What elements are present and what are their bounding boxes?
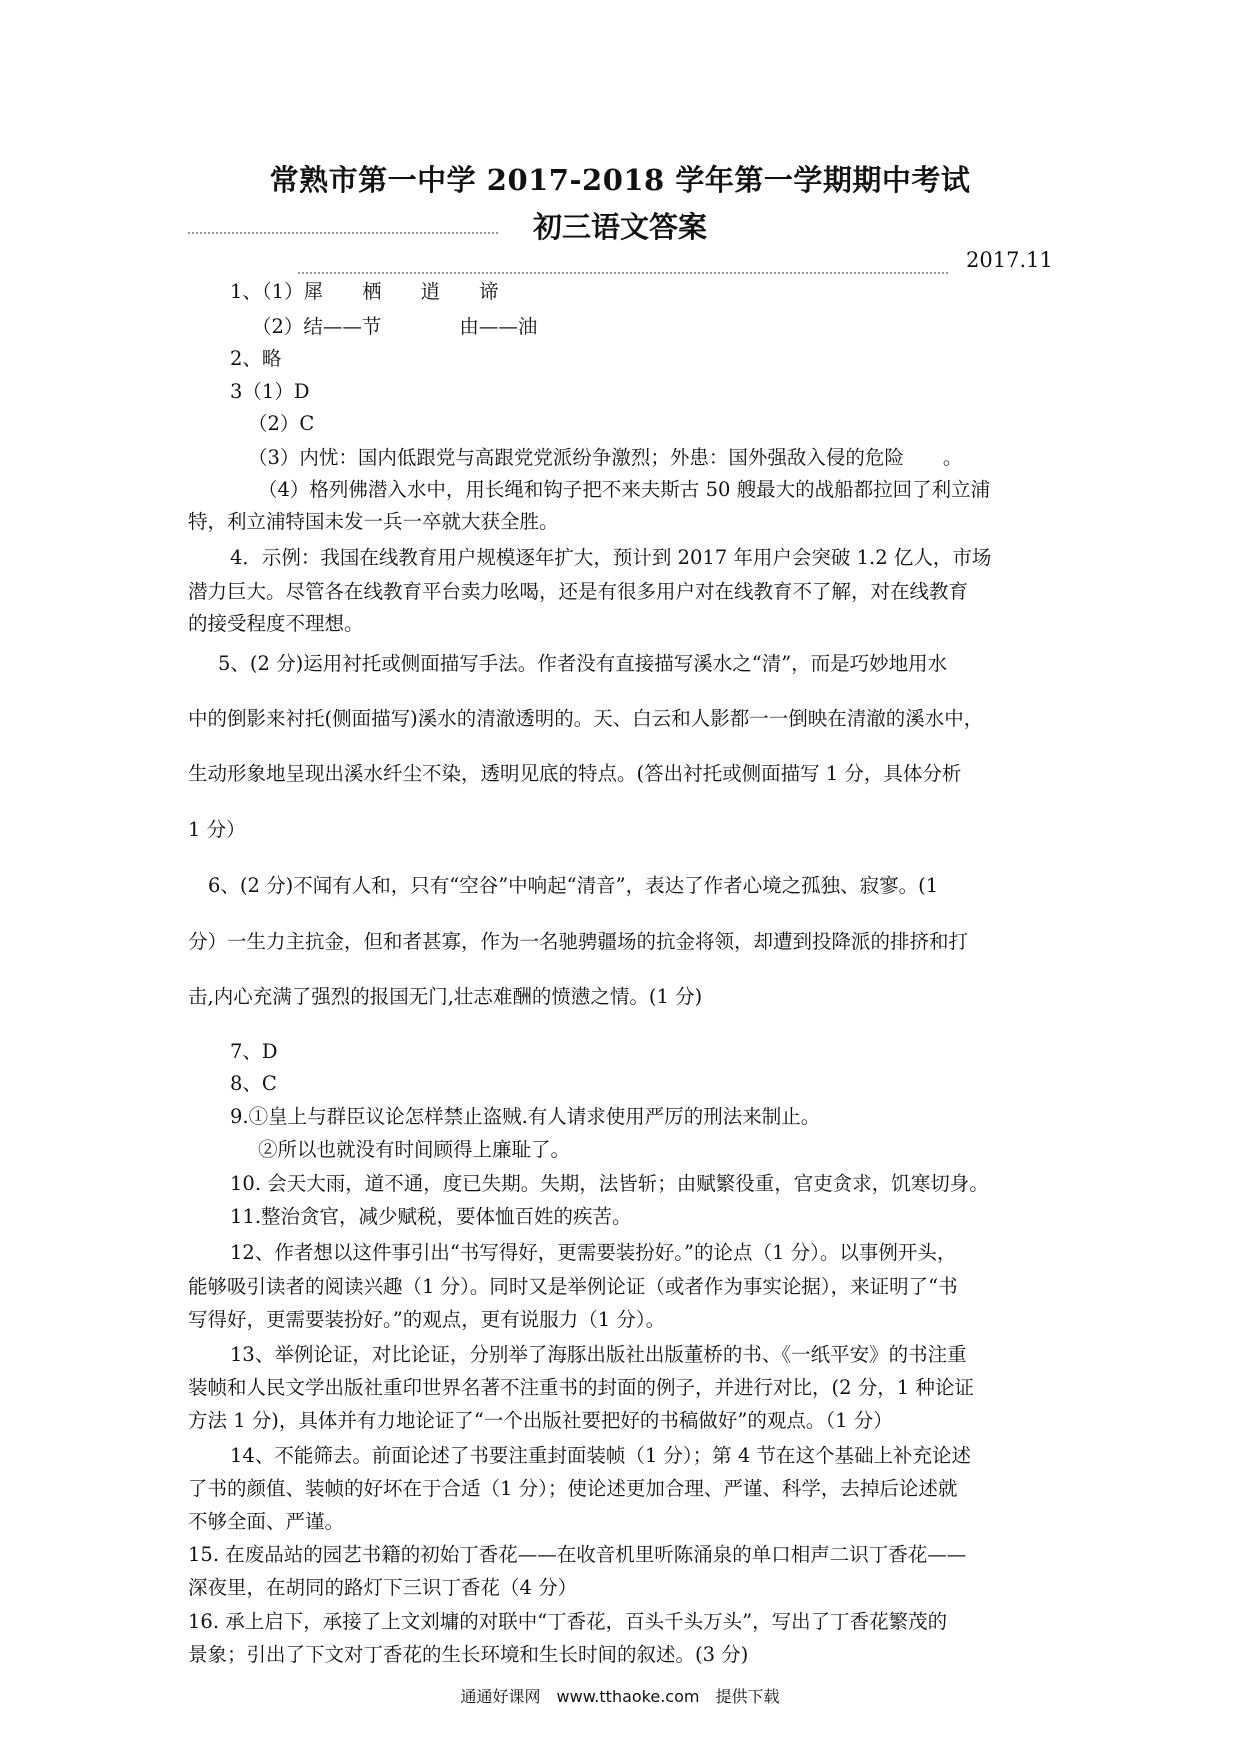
answer-line: 深夜里，在胡同的路灯下三识丁香花（4 分）: [188, 1576, 578, 1599]
answer-line: 中的倒影来衬托(侧面描写)溪水的清澈透明的。天、白云和人影都一一倒映在清澈的溪水中，: [188, 707, 984, 730]
answer-line: 4．示例：我国在线教育用户规模逐年扩大，预计到 2017 年用户会突破 1.2 亿人，市场: [230, 546, 992, 569]
answer-line: 了书的颜值、装帧的好坏在于合适（1 分）；使论述更加合理、严谨、科学，去掉后论述就: [188, 1477, 958, 1500]
answer-line: 写得好，更需要装扮好。”的观点，更有说服力（1 分）。: [188, 1308, 666, 1331]
answer-line: 11.整治贪官，减少赋税，要体恤百姓的疾苦。: [230, 1205, 632, 1228]
dotted-rule: [298, 272, 948, 276]
answer-line: 2、略: [230, 347, 282, 370]
answer-line: 12、作者想以这件事引出“书写得好，更需要装扮好。”的论点（1 分）。以事例开头，: [230, 1241, 957, 1264]
answer-line: 不够全面、严谨。: [188, 1510, 345, 1533]
answer-line: （2）C: [248, 412, 315, 435]
answer-line: 15. 在废品站的园艺书籍的初始丁香花——在收音机里听陈涌泉的单口相声二识丁香花——: [188, 1543, 967, 1566]
answer-line: （4）格列佛潜入水中，用长绳和钩子把不来夫斯古 50 艘最大的战船都拉回了利立浦: [258, 478, 991, 501]
answer-line: 能够吸引读者的阅读兴趣（1 分）。同时又是举例论证（或者作为事实论据），来证明了“书: [188, 1275, 958, 1298]
answer-line: 装帧和人民文学出版社重印世界名著不注重书的封面的例子，并进行对比，(2 分，1 种论证: [188, 1376, 974, 1399]
answer-line: 8、C: [230, 1072, 277, 1095]
document-date: 2017.11: [966, 248, 1053, 272]
answer-line: 5、(2 分)运用衬托或侧面描写手法。作者没有直接描写溪水之“清”，而是巧妙地用水: [218, 652, 948, 675]
answer-line: 分）一生力主抗金，但和者甚寡，作为一名驰骋疆场的抗金将领，却遭到投降派的排挤和打: [188, 930, 969, 953]
answer-line: 9.①皇上与群臣议论怎样禁止盗贼.有人请求使用严厉的刑法来制止。: [230, 1105, 821, 1128]
answer-line: 3（1）D: [230, 380, 310, 403]
answer-line: 13、举例论证，对比论证，分别举了海豚出版社出版董桥的书、《一纸平安》的书注重: [230, 1343, 967, 1366]
answer-line: 击,内心充满了强烈的报国无门,壮志难酬的愤懑之情。(1 分): [188, 985, 703, 1008]
answer-line: 潜力巨大。尽管各在线教育平台卖力吆喝，还是有很多用户对在线教育不了解，对在线教育: [188, 580, 969, 603]
page-footer: 通通好课网 www.tthaoke.com 提供下载: [460, 1687, 780, 1706]
answer-line: 6、(2 分)不闻有人和，只有“空谷”中响起“清音”，表达了作者心境之孤独、寂寥。(1: [208, 874, 939, 897]
answer-line: 1 分）: [188, 818, 246, 841]
document-title: 常熟市第一中学 2017-2018 学年第一学期期中考试: [269, 163, 971, 197]
answer-line: ②所以也就没有时间顾得上廉耻了。: [258, 1138, 571, 1161]
answer-line: 10. 会天大雨，道不通，度已失期。失期，法皆斩；由赋繁役重，官吏贪求，饥寒切身。: [230, 1172, 989, 1195]
answer-line: 16. 承上启下，承接了上文刘墉的对联中“丁香花，百头千头万头”，写出了丁香花繁茂的: [188, 1610, 948, 1633]
answer-line: 景象；引出了下文对丁香花的生长环境和生长时间的叙述。(3 分): [188, 1643, 749, 1666]
answer-line: 7、D: [230, 1040, 278, 1063]
document-subtitle: 初三语文答案: [532, 210, 707, 244]
answer-line: 的接受程度不理想。: [188, 612, 364, 635]
answer-line: 14、不能筛去。前面论述了书要注重封面装帧（1 分）；第 4 节在这个基础上补充论述: [230, 1444, 971, 1467]
answer-line: （3）内忧：国内低跟党与高跟党党派纷争激烈；外患：国外强敌入侵的危险 。: [248, 446, 963, 469]
answer-line: （2）结——节 由——油: [252, 315, 538, 338]
answer-line: 特，利立浦特国未发一兵一卒就大获全胜。: [188, 510, 559, 533]
answer-line: 1、（1）犀 栖 逍 谛: [230, 280, 499, 303]
answer-line: 生动形象地呈现出溪水纤尘不染，透明见底的特点。(答出衬托或侧面描写 1 分，具体分析: [188, 762, 962, 785]
answer-line: 方法 1 分)，具体并有力地论证了“一个出版社要把好的书稿做好”的观点。（1 分）: [188, 1409, 893, 1432]
